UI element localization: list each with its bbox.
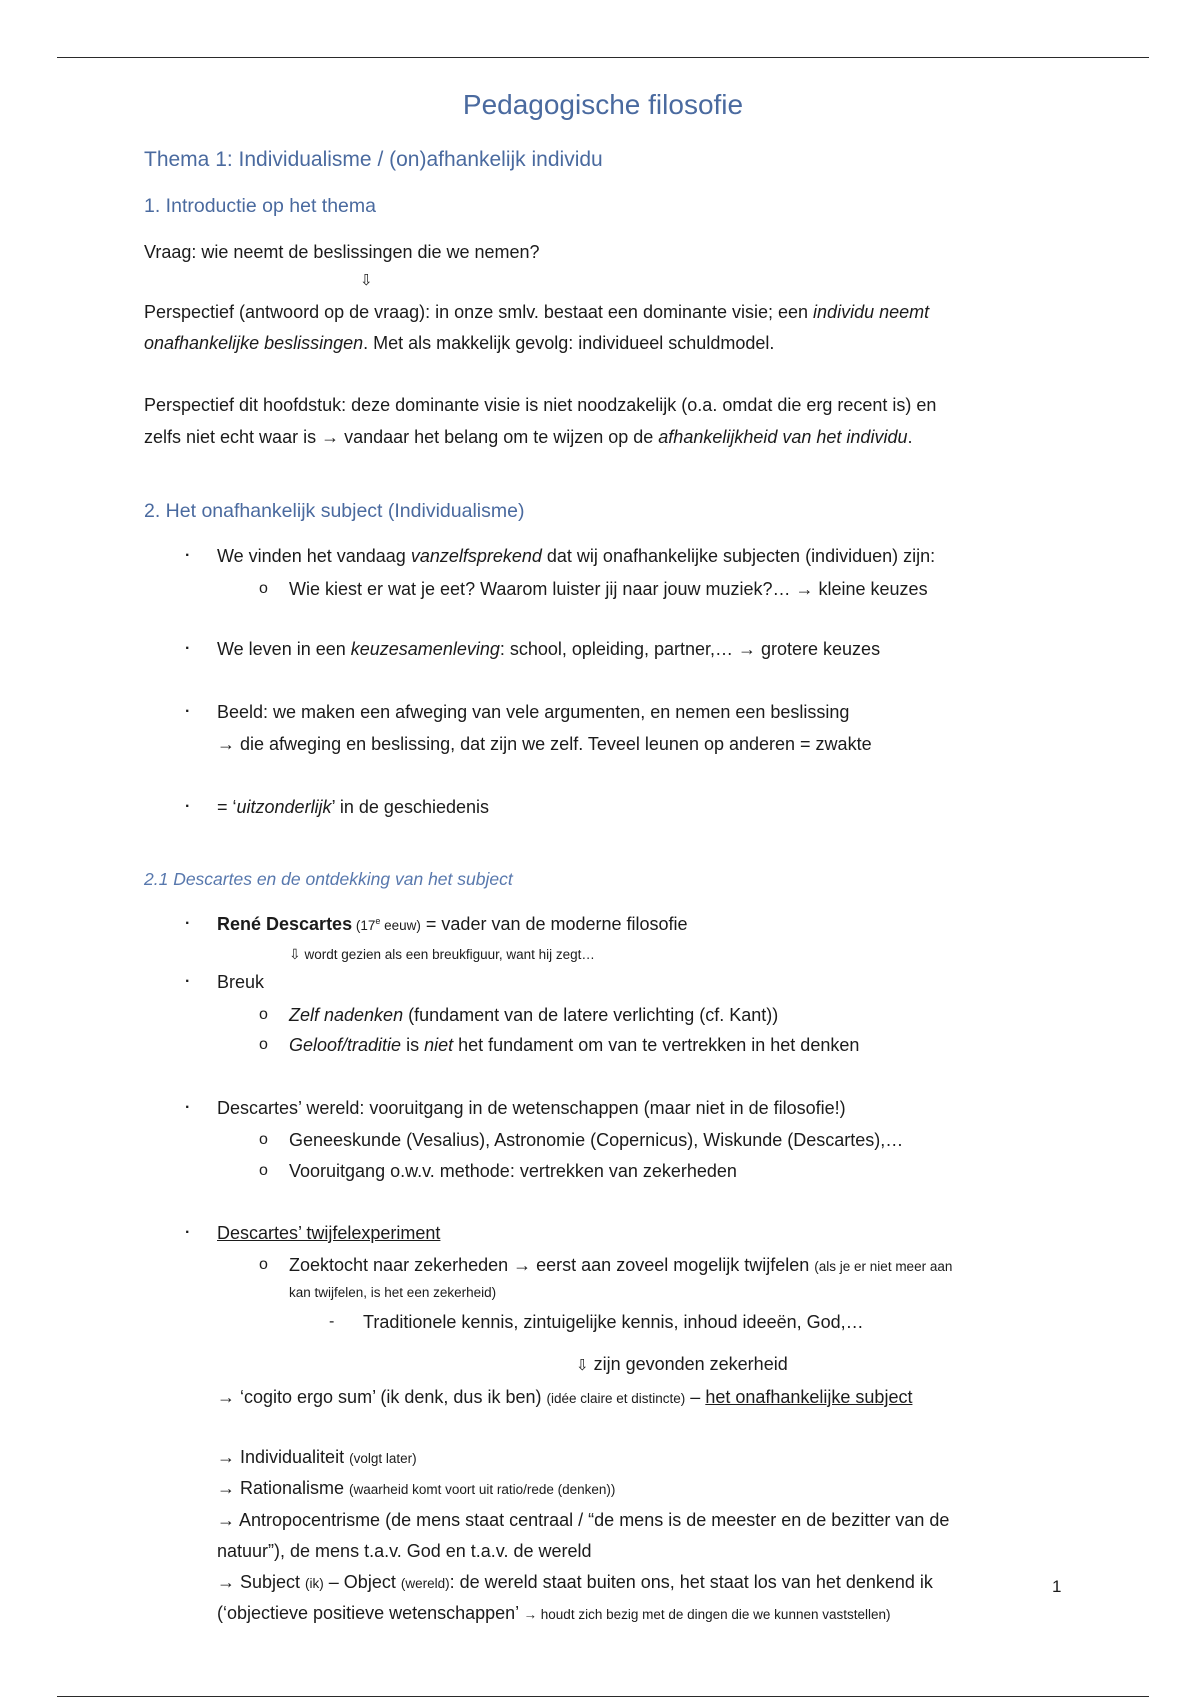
item-text: dat wij onafhankelijke subjecten (individuen) zijn: xyxy=(541,546,936,566)
item-text: is xyxy=(401,1035,425,1055)
item-text: We leven in een xyxy=(217,639,351,659)
perspective-answer-line2 xyxy=(144,332,774,354)
sub-item-sciences: Geneeskunde (Vesalius), Astronomie (Copernicus), Wiskunde (Descartes),… xyxy=(289,1130,904,1150)
item-emphasis: Geloof/traditie xyxy=(289,1035,402,1055)
list-item-image-line1: Beeld: we maken een afweging van vele argumenten, en nemen een beslissing xyxy=(217,702,850,722)
section-heading-intro: 1. Introductie op het thema xyxy=(144,195,376,217)
sub-item-think-yourself xyxy=(289,1004,778,1026)
list-item-break: Breuk xyxy=(217,972,265,992)
bullet-marker: · xyxy=(185,915,191,932)
consequence-note: (wereld) xyxy=(400,1576,450,1591)
list-item-obvious xyxy=(217,545,935,567)
perspective-answer-emphasis: individu neemt xyxy=(813,302,930,322)
item-text: : school, opleiding, partner,… → grotere keuzes xyxy=(499,639,881,659)
item-text: ’ in de geschiedenis xyxy=(331,797,490,817)
perspective-answer-line1 xyxy=(144,301,929,323)
bullet-marker: · xyxy=(185,973,191,990)
perspective-chapter-end: . xyxy=(907,427,913,447)
list-item-exceptional xyxy=(217,796,489,818)
perspective-answer-emphasis: onafhankelijke beslissingen xyxy=(144,333,364,353)
sub-item-progress-method: Vooruitgang o.w.v. methode: vertrekken van zekerheden xyxy=(289,1161,737,1181)
cogito-text: → ‘cogito ergo sum’ (ik denk, dus ik ben) xyxy=(217,1387,547,1407)
down-arrow-icon: ⇩ xyxy=(360,271,373,289)
list-item-descartes-world: Descartes’ wereld: vooruitgang in de wetenschappen (maar niet in de filosofie!) xyxy=(217,1098,846,1118)
item-text: het fundament om van te vertrekken in het denken xyxy=(453,1035,860,1055)
sub-item-faith-tradition xyxy=(289,1034,859,1056)
perspective-chapter-text: zelfs niet echt waar is → vandaar het belang om te wijzen op de xyxy=(144,427,659,447)
consequence-individuality xyxy=(217,1446,417,1470)
perspective-chapter-emphasis: afhankelijkheid van het individu xyxy=(658,427,908,447)
sub-item-search-certainties xyxy=(289,1254,952,1278)
consequence-note: → houdt zich bezig met de dingen die we kunnen vaststellen) xyxy=(523,1607,891,1622)
cogito-note: (idée claire et distincte) xyxy=(546,1391,686,1406)
sub-bullet-marker: o xyxy=(259,1036,268,1053)
item-emphasis: niet xyxy=(424,1035,454,1055)
consequence-anthropocentrism-line1: → Antropocentrisme (de mens staat centraal / “de mens is de meester en de bezitter van de xyxy=(217,1510,950,1530)
list-item-choice-society xyxy=(217,638,880,660)
bullet-marker: · xyxy=(185,1099,191,1116)
consequence-text: : de wereld staat buiten ons, het staat los van het denkend ik xyxy=(449,1572,933,1592)
consequence-rationalism xyxy=(217,1477,615,1501)
sub-item-search-certainties-cont: kan twijfelen, is het een zekerheid) xyxy=(289,1285,497,1300)
bullet-marker: · xyxy=(185,547,191,564)
bullet-marker: · xyxy=(185,703,191,720)
list-item-image-line2: → die afweging en beslissing, dat zijn we zelf. Teveel leunen op anderen = zwakte xyxy=(217,734,872,754)
subsection-heading-descartes: 2.1 Descartes en de ontdekking van het subject xyxy=(144,869,513,889)
list-item-doubt-experiment: Descartes’ twijfelexperiment xyxy=(217,1223,441,1243)
page-number: 1 xyxy=(1052,1577,1062,1596)
cogito-line xyxy=(217,1386,912,1410)
item-note: (als je er niet meer aan xyxy=(814,1259,953,1274)
consequence-anthropocentrism-line2: natuur”), de mens t.a.v. God en t.a.v. de wereld xyxy=(217,1541,592,1561)
document-title: Pedagogische filosofie xyxy=(462,89,744,120)
sub-bullet-marker: o xyxy=(259,580,268,597)
footer-rule xyxy=(57,1696,1149,1697)
consequence-note: (ik) xyxy=(305,1576,324,1591)
item-text: Zoektocht naar zekerheden → eerst aan zoveel mogelijk twijfelen xyxy=(289,1255,815,1275)
consequence-text: → Subject xyxy=(217,1572,306,1592)
item-emphasis: keuzesamenleving xyxy=(350,639,500,659)
bullet-marker: · xyxy=(185,640,191,657)
sub-bullet-marker: o xyxy=(259,1256,268,1273)
consequence-note: (volgt later) xyxy=(349,1451,417,1466)
item-emphasis: vanzelfsprekend xyxy=(410,546,542,566)
item-text: We vinden het vandaag xyxy=(217,546,411,566)
bullet-marker: · xyxy=(185,1224,191,1241)
consequence-text: → Rationalisme xyxy=(217,1478,350,1498)
era-text: eeuw) xyxy=(380,918,421,933)
era-text: (17 xyxy=(352,918,376,933)
list-item-rene-descartes xyxy=(217,913,688,937)
intro-question: Vraag: wie neemt de beslissingen die we nemen? xyxy=(144,242,540,262)
item-text: = vader van de moderne filosofie xyxy=(420,914,688,934)
perspective-answer-text: Perspectief (antwoord op de vraag): in onze smlv. bestaat een dominante visie; een xyxy=(144,302,814,322)
down-arrow-icon: ⇩ xyxy=(289,947,301,963)
perspective-answer-text: . Met als makkelijk gevolg: individueel schuldmodel. xyxy=(363,333,775,353)
found-text: zijn gevonden zekerheid xyxy=(588,1354,788,1374)
item-text: (fundament van de latere verlichting (cf. Kant)) xyxy=(403,1005,779,1025)
consequence-subject-object-line1 xyxy=(217,1571,933,1595)
consequence-text: → Individualiteit xyxy=(217,1447,350,1467)
bullet-marker: · xyxy=(185,798,191,815)
consequence-note: (waarheid komt voort uit ratio/rede (denken)) xyxy=(349,1482,616,1497)
era-superscript: e xyxy=(375,916,381,926)
theme-heading: Thema 1: Individualisme / (on)afhankelijk individu xyxy=(144,148,603,171)
consequence-subject-object-line2 xyxy=(217,1602,891,1626)
cogito-conclusion: het onafhankelijke subject xyxy=(705,1387,913,1407)
item-text: = ‘ xyxy=(217,797,237,817)
down-arrow-icon: ⇩ xyxy=(576,1356,589,1374)
dash-item-knowledge: Traditionele kennis, zintuigelijke kennis, inhoud ideeën, God,… xyxy=(363,1312,864,1332)
dash-marker: - xyxy=(329,1313,335,1330)
rene-note xyxy=(289,943,595,965)
section-heading-independent-subject: 2. Het onafhankelijk subject (Individualisme) xyxy=(144,500,525,522)
found-certainty xyxy=(576,1353,788,1376)
person-name: René Descartes xyxy=(217,914,353,934)
perspective-chapter-line1: Perspectief dit hoofdstuk: deze dominante visie is niet noodzakelijk (o.a. omdat die erg recent is) en xyxy=(144,395,937,415)
sub-item-small-choices: Wie kiest er wat je eet? Waarom luister jij naar jouw muziek?… → kleine keuzes xyxy=(289,579,928,599)
cogito-dash: – xyxy=(685,1387,706,1407)
header-rule xyxy=(57,57,1149,58)
sub-bullet-marker: o xyxy=(259,1006,268,1023)
item-emphasis: Zelf nadenken xyxy=(289,1005,404,1025)
sub-bullet-marker: o xyxy=(259,1131,268,1148)
perspective-chapter-line2 xyxy=(144,426,912,448)
consequence-text: (‘objectieve positieve wetenschappen’ xyxy=(217,1603,524,1623)
consequence-text: – Object xyxy=(323,1572,401,1592)
note-text: wordt gezien als een breukfiguur, want hij zegt… xyxy=(300,947,595,962)
sub-bullet-marker: o xyxy=(259,1162,268,1179)
item-emphasis: uitzonderlijk xyxy=(236,797,332,817)
